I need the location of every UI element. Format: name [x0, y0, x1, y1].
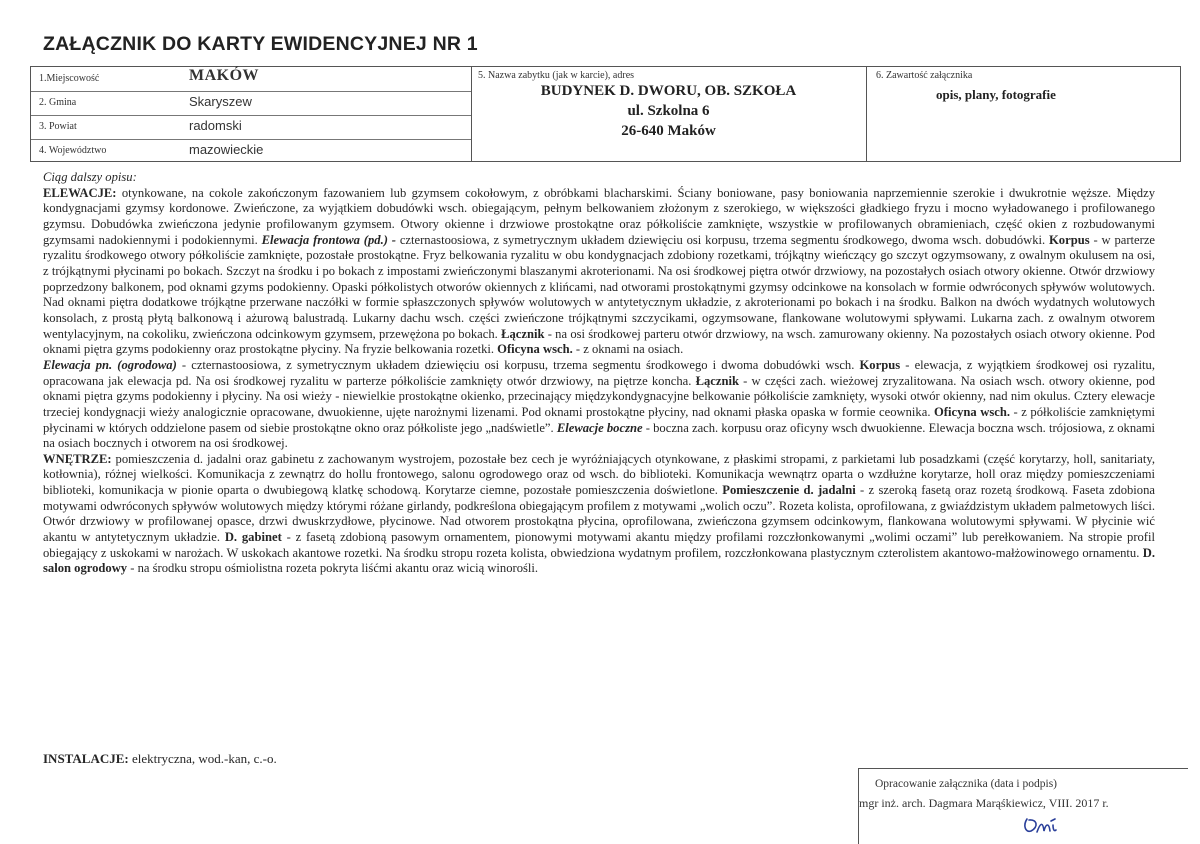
handwritten-signature [1009, 813, 1089, 839]
attachment-content-value: opis, plany, fotografie [936, 87, 1056, 102]
document-title: ZAŁĄCZNIK DO KARTY EWIDENCYJNEJ NR 1 [43, 33, 478, 55]
korpus-heading: Korpus [1049, 232, 1090, 247]
ogrodowa-text-2: - elewacja, z wyjątkiem środkowej osi ryzalitu, opracowana jak elewacja pd. Na osi środkowej ryzalitu w parterze półkoliście zamknięty otwór drzwiowy, na piętrze koncha. [43, 357, 1155, 388]
ogrodowa-heading: Elewacja pn. (ogrodowa) [43, 357, 177, 372]
elewacje-text: otynkowane, na cokole zakończonym fazowaniem lub gzymsem cokołowym, z obróbkami blacharskimi. Ściany boniowane, pasy boniowania naprzemiennie szerokie i dwukrotnie węższe. Między kondygnacjami gzymsy kordonowe. Zwieńczone, za wyjątkiem dobudówki wsch. obiegającym, pełnym belkowaniem złożonym z szerokiego, w większości gładkiego fryzu i mocno wyładowanego i profilowanego gzymsu. Dobudówka zwieńczona jedynie profilowanym gzymsem. Otwory okienne i drzwiowe prostokątne oraz półkoliście zamknięte, wszystkie w profilowanych obramieniach, część okien z rozbudowanymi gzymsami nadokiennymi i podokiennymi. [43, 185, 1155, 247]
description-body [43, 170, 1155, 577]
wnetrze-text-2: - z szeroką fasetą oraz rozetą środkową. Faseta zdobiona motywami odwróconych spływów wolutowych między którymi różane girlandy, podkreślona obiegającym profilem z motywami „wolich oczu”. Rozeta kolista, oprofilowana, z gwiaździstym układem palmetowych liści. Otwór drzwiowy w profilowanej opasce, drzwi dwuskrzydłowe, płycinowe. Nad otworem prostokątna płycina, oprofilowana, zwieńczona gzymsem odcinkowym, flankowana wolutowymi spływami. W płycinie wić akantu w antytetycznym układzie. [43, 483, 1155, 545]
intro-text: Ciąg dalszy opisu: [43, 170, 137, 184]
powiat-label: 3. Powiat [39, 121, 77, 132]
wnetrze-text-1: pomieszczenia d. jadalni oraz gabinetu z zachowanym wystrojem, pozostałe bez cech je wyróżniających otynkowane, z płaskimi stropami, z parkietami lub posadzkami (część korytarzy, holl, sanitariaty, kotłownia), różnej wielkości. Komunikacja z zewnątrz do hollu frontowego, salonu ogrodowego oraz od wsch. do biblioteki. Komunikacja wewnątrz oparta o wzdłużne korytarze, holl oraz między pomieszczeniami biblioteki, komunikacja w pionie oparta o dwubiegową klatkę schodową. Korytarze ciemne, pozostałe pomieszczenia doświetlone. [43, 451, 1155, 498]
location-column [31, 67, 472, 161]
oficyna2-heading: Oficyna wsch. [934, 404, 1010, 419]
frontowa-text-2: - w parterze ryzalitu środkowego otwory półkoliście zamknięte, pozostałe prostokątne. Fryz belkowania ryzalitu w obu kondygnacjach zdobiony rozetkami, trójkątny wieńczący go szczyt ogzymsowany, z owalnym okulusem na osi, z trójkątnymi płycinami po bokach. Szczyt na środku i po bokach z impostami zwieńczonymi blaszanymi akroterionami. Na osi środkowej piętra otwór drzwiowy, na pozostałych osiach otwory okienne. Otwór drzwiowy poprzedzony balkonem, pod oknami gzyms podokienny. Opaski półkolistych otworów okiennych z klińcami, nad otworami prostokątnymi gzymsy odcinkowe na konsolach w formie odwróconych spływów wolutowych. Nad oknami piętra dodatkowe trójkątne przerwane naczółki w formie spłaszczonych spływów wolutowych w antytetycznym układzie, z akroterionami po bokach i na środku. Balkon na dwóch wydatnych wolutowych konsolach, z prostą płytą balkonową i ażurową balustradą. Lukarny dachu wsch. części zwieńczone trójkątnymi szczycikami, ogzymsowane, flankowane wolutowymi spływami. Lukarna zach. z owalnym otworem wentylacyjnym, na cokoliku, zwieńczona odcinkowym gzymsem, przewężona po bokach. [43, 232, 1155, 341]
attachment-content-label: 6. Zawartość załącznika [876, 70, 973, 81]
instalacje-heading: INSTALACJE: [43, 751, 129, 766]
ogrodowa-text-4: - z półkoliście zamkniętymi płycinami w których oddzielone pasem od siebie prostokątne okno oraz półkoliste jego „nadświetle”. [43, 404, 1155, 435]
wojewodztwo-row [31, 139, 471, 163]
monument-postal-line: 26-640 Maków [621, 123, 716, 139]
frontowa-heading: Elewacja frontowa (pd.) - [261, 232, 396, 247]
wnetrze-text-3: - z fasetą zdobioną pasowym ornamentem, pionowymi motywami akantu między profilami rozczłonkowanymi „wolimi oczami” lub perełkowaniem. Na stropie profil obiegający z uskokami w narożach. W uskokach akantowe rozetki. Na środku stropu rozeta kolista, obwiedziona wydatnym profilem, rozczłonkowana plastycznym czterolistem akantowo-małżowinowego ornamentu. [43, 530, 1155, 560]
gmina-value: Skaryszew [189, 94, 252, 109]
monument-name-label: 5. Nazwa zabytku (jak w karcie), adres [478, 70, 635, 81]
location-label: 1.Miejscowość [39, 73, 100, 84]
wojewodztwo-label: 4. Województwo [39, 145, 107, 156]
frontowa-text-3: - na osi środkowej parteru otwór drzwiowy, na wsch. zamurowany okienny. Na pozostałych osiach otwory okienne. Pod oknami piętra gzyms podokienny oraz prostokątne płyciny. Na fryzie belkowania rozetki. [43, 326, 1156, 357]
attachment-content-column [866, 67, 1180, 161]
powiat-row [31, 115, 471, 140]
monument-name-line: BUDYNEK D. DWORU, OB. SZKOŁA [540, 83, 797, 99]
frontowa-text-4: - z oknami na osiach. [572, 342, 684, 357]
gmina-label: 2. Gmina [39, 97, 77, 108]
location-row [31, 67, 471, 92]
boczne-heading: Elewacje boczne [556, 420, 643, 435]
elewacje-paragraph [43, 186, 1155, 358]
jadalnia-heading: Pomieszczenie d. jadalni [722, 483, 856, 498]
korpus2-heading: Korpus [859, 357, 901, 372]
ogrodowa-text-1: - czternastoosiowa, z symetrycznym układem dziewięciu osi korpusu, trzema segmentu środkowego i dwoma dobudówki wsch. [176, 357, 860, 372]
elewacje-heading: ELEWACJE: [43, 185, 117, 200]
wnetrze-heading: WNĘTRZE: [43, 451, 112, 466]
lacznik-heading: Łącznik [501, 326, 545, 341]
signature-label: Opracowanie załącznika (data i podpis) [875, 778, 1057, 790]
monument-name-column [471, 67, 867, 161]
instalacje-value: elektryczna, wod.-kan, c.-o. [128, 751, 277, 766]
lacznik2-heading: Łącznik [695, 373, 739, 388]
ogrodowa-text-3: - w części zach. wieżowej zryzalitowana. Na osiach wsch. otwory okienne, pod oknami piętra gzyms podokienny i płyciny. Na osi wieży - niewielkie prostokątne okienko, przecinający międzykondygnacyjne belkowanie półkoliście zamknięty, wysoki otwór okienny, nad nim okulus. Cztery elewacje trzeciej kondygnacji wieży analogicznie opracowane, dwuokienne, ujęte narożnymi lizenami. Pod oknami prostokątne płyciny, nad oknami płaska opaska w formie ceownika. [43, 373, 1155, 419]
signature-author: mgr inż. arch. Dagmara Marąśkiewicz, VIII. 2017 r. [859, 796, 1109, 810]
location-value: MAKÓW [189, 67, 260, 84]
wojewodztwo-value: mazowieckie [189, 142, 264, 157]
gabinet-heading: D. gabinet [224, 530, 282, 545]
signature-box [858, 768, 1188, 844]
monument-street-line: ul. Szkolna 6 [627, 103, 710, 119]
gmina-row [31, 91, 471, 116]
oficyna-heading: Oficyna wsch. [497, 342, 573, 357]
instalacje-line [43, 751, 277, 767]
powiat-value: radomski [189, 118, 242, 133]
wnetrze-text-4: - na środku stropu ośmiolistna rozeta pokryta liśćmi akantu oraz wicią winorośli. [127, 561, 539, 576]
ogrodowa-paragraph [43, 358, 1155, 452]
header-table [30, 66, 1181, 162]
frontowa-text-1: czternastoosiowa, z symetrycznym układem dziewięciu osi korpusu, trzema segmentu środkowego, dwoma wsch. dobudówki. [395, 232, 1050, 247]
salon-heading: D. salon ogrodowy [43, 545, 1155, 576]
ogrodowa-text-5: - boczna zach. korpusu oraz oficyny wsch dwuokienne. Elewacja boczna wsch. trójosiowa, z oknami na osiach bocznych i otworem na osi środkowej. [43, 420, 1156, 451]
wnetrze-paragraph [43, 452, 1155, 577]
